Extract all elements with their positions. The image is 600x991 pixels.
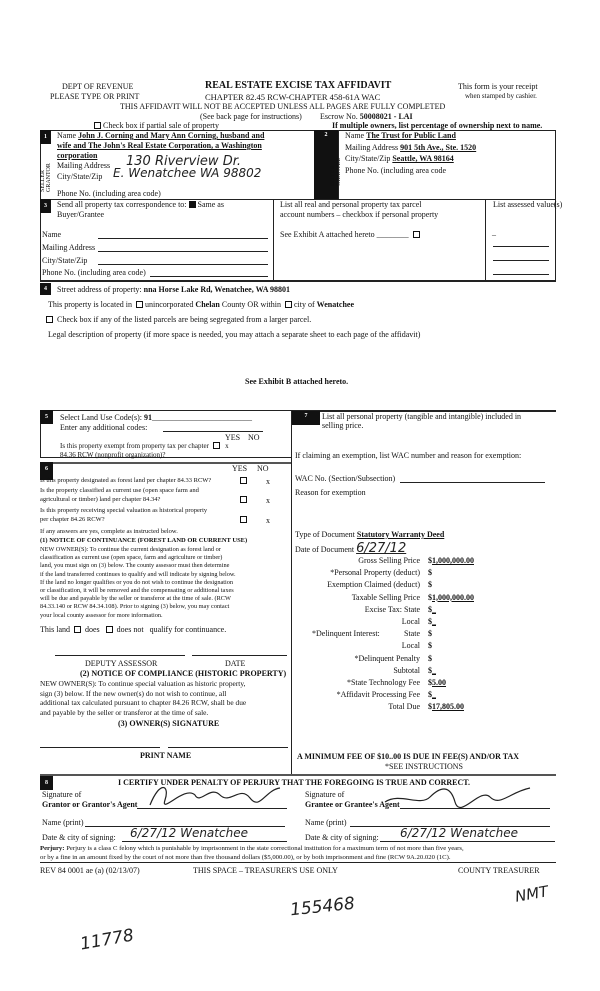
divider (273, 199, 274, 281)
notice-line: additional tax calculated pursuant to chapter 84.26 RCW, shall be due (40, 698, 247, 707)
deputy-assessor-field[interactable] (55, 655, 185, 656)
land-use: Select Land Use Code(s): 91_________________________ (60, 413, 252, 422)
this-land-label: This land (40, 625, 70, 634)
fee-value[interactable] (428, 654, 497, 663)
print-name-label: PRINT NAME (140, 751, 192, 760)
buyer-side-label: BUYER GRANTEE (330, 158, 342, 186)
exempt-q1: Is this property exempt from property tax per chapter (60, 442, 209, 450)
seller-side-label: SELLER GRANTOR (40, 163, 52, 192)
treasurer-space: THIS SPACE – TREASURER'S USE ONLY (193, 866, 338, 875)
corr-city-field[interactable] (98, 264, 268, 265)
fee-label: Local (401, 641, 420, 651)
doc-date-value: 6/27/12 (356, 541, 407, 556)
section-6-label: 6 (40, 462, 53, 480)
assessed-label: List assessed value(s) (493, 200, 563, 209)
buyer-box (314, 130, 556, 200)
legal-description-label: Legal description of property (if more space is needed, you may attach a separate sheet to each page of the affidavit) (48, 330, 421, 339)
see-instructions: *SEE INSTRUCTIONS (385, 762, 464, 771)
yes-header: YES (225, 433, 241, 442)
city-label: City/State/Zip (345, 154, 391, 163)
notice-line: If the land no longer qualifies or you do not wish to continue the designation (40, 578, 234, 586)
current-use-yes-checkbox[interactable] (240, 496, 247, 503)
delinquent-interest-label: *Delinquent Interest: (312, 629, 380, 639)
exhibit-b: See Exhibit B attached hereto. (245, 377, 349, 386)
seller-name (57, 131, 264, 140)
perjury-note-1 (40, 845, 464, 852)
date-field[interactable] (192, 655, 287, 656)
partial-sale-checkbox[interactable] (94, 122, 101, 129)
dollar-sign: $ (428, 604, 432, 614)
fee-label: State (404, 629, 420, 639)
divider (338, 130, 339, 200)
seller-name-value: John J. Corning and Mary Ann Corning, husband and (78, 131, 265, 140)
seller-phone-label: Phone No. (including area code) (57, 189, 161, 198)
name-label: Name (57, 131, 77, 140)
grantee-date-field[interactable] (380, 841, 555, 842)
handwritten-number: 155468 (289, 893, 356, 921)
assessed-field[interactable] (493, 260, 549, 261)
segregated-checkbox[interactable] (46, 316, 53, 323)
column-divider (291, 410, 292, 775)
grantor-signature (140, 780, 285, 810)
buyer-city (345, 154, 454, 163)
notice-line: classification as current use (open space, farm and agriculture or timber) (40, 554, 223, 562)
does-label: does (85, 625, 100, 634)
dollar-sign: $ (428, 702, 432, 712)
notice-line: if the land transferred continues to qualify and will indicate by signing below. (40, 570, 236, 578)
partial-sale-label: Check box if partial sale of property (103, 121, 219, 130)
deputy-assessor-label: DEPUTY ASSESSOR (85, 659, 158, 668)
fee-value[interactable] (428, 580, 497, 589)
dollar-sign: $ (428, 653, 432, 663)
exemption-label: If claiming an exemption, list WAC number and reason for exemption: (295, 451, 522, 460)
grantor-name-print-label: Name (print) (42, 818, 84, 827)
fee-label: *Personal Property (deduct) (330, 568, 420, 578)
forest-no-answer: x (266, 477, 270, 486)
notice-line: 84.33.140 or RCW 84.34.108). Prior to signing (3) below, you may contact (40, 603, 230, 611)
send-label: Send all property tax correspondence to: (57, 200, 187, 209)
additional-codes-field[interactable] (163, 431, 263, 432)
buyer-name-value: The Trust for Public Land (366, 131, 456, 140)
doc-type (295, 530, 444, 539)
certify-statement: I CERTIFY UNDER PENALTY OF PERJURY THAT THE FOREGOING IS TRUE AND CORRECT. (118, 778, 471, 787)
exempt-yes-checkbox[interactable] (213, 442, 220, 449)
forest-yes-checkbox[interactable] (240, 477, 247, 484)
street-label: Street address of property: (57, 285, 142, 294)
multiple-owners-note: If multiple owners, list percentage of ownership next to name. (332, 121, 543, 130)
wac-label: WAC No. (Section/Subsection) (295, 474, 396, 483)
dollar-sign: $ (428, 690, 432, 700)
corr-mail-field[interactable] (98, 251, 268, 252)
print-name-field[interactable] (168, 747, 288, 748)
fee-value[interactable] (428, 556, 474, 565)
seller-name-3: corporation (57, 151, 98, 160)
see-back: (See back page for instructions) (200, 112, 302, 121)
fee-label: Local (401, 617, 420, 626)
city-of-label: city of (294, 300, 315, 309)
segregated-line (44, 315, 311, 324)
fee-label: Exemption Claimed (deduct) (327, 580, 420, 590)
exhibit-a-label: See Exhibit A attached hereto (280, 230, 375, 239)
city-value: Wenatchee (316, 300, 354, 309)
form-revision: REV 84 0001 ae (a) (02/13/07) (40, 866, 140, 875)
unincorporated-label: unincorporated (144, 300, 194, 309)
fee-value[interactable] (428, 666, 436, 675)
location-line (48, 300, 354, 309)
seller-mail-value: 130 Riverview Dr. (126, 154, 241, 169)
corr-phone-field[interactable] (150, 276, 268, 277)
fee-label: Subtotal (393, 665, 420, 675)
seller-city-label: City/State/Zip (57, 172, 103, 181)
form-title: REAL ESTATE EXCISE TAX AFFIDAVIT (205, 80, 392, 91)
date-label: DATE (225, 659, 246, 668)
current-use-no-answer: x (266, 496, 270, 505)
owner-signature-title: (3) OWNER(S) SIGNATURE (118, 719, 220, 728)
land-use-value: 91 (143, 413, 152, 422)
buyer-phone-label: Phone No. (including area code (345, 166, 447, 175)
historic-q2: per chapter 84.26 RCW? (40, 516, 105, 523)
street-value: nna Horse Lake Rd, Wenatchee, WA 98801 (143, 285, 291, 294)
dollar-sign: $ (428, 580, 432, 590)
section-3-label: 3 (40, 199, 51, 213)
section-2-label: 2 (314, 130, 338, 200)
forest-question: Is this property designated as forest land per chapter 84.33 RCW? (40, 477, 212, 484)
mail-label: Mailing Address (345, 143, 399, 152)
no-header: NO (257, 464, 269, 473)
exhibit-a: See Exhibit A attached hereto ________ (280, 230, 422, 239)
grantor-date-value: 6/27/12 Wenatchee (130, 826, 248, 840)
parcel-line-2: account numbers – checkbox if personal property (280, 210, 439, 219)
exempt-q2: 84.36 RCW (nonprofit organization)? (60, 451, 166, 459)
segregated-label: Check box if any of the listed parcels are being segregated from a larger parcel. (57, 315, 312, 324)
escrow-label: Escrow No. (320, 112, 358, 121)
fee-label: Taxable Selling Price (351, 592, 420, 602)
historic-yes-checkbox[interactable] (240, 516, 247, 523)
if-yes-note: If any answers are yes, complete as instructed below. (40, 528, 178, 535)
dollar-sign: $ (428, 592, 432, 602)
fee-label: Excise Tax: State (364, 604, 420, 614)
grantor-sig-label-2: Grantor or Grantor's Agent (42, 800, 138, 809)
fee-value[interactable] (428, 568, 497, 577)
type-print-label: PLEASE TYPE OR PRINT (50, 92, 140, 101)
receipt-note-2: when stamped by cashier. (465, 92, 537, 100)
dollar-sign: $ (428, 678, 432, 687)
warning: THIS AFFIDAVIT WILL NOT BE ACCEPTED UNLESS ALL PAGES ARE FULLY COMPLETED (120, 102, 446, 111)
county-value: Chelan (195, 300, 220, 309)
fee-value[interactable] (428, 605, 436, 614)
dollar-sign: $ (428, 568, 432, 578)
section-8-label: 8 (40, 776, 53, 790)
doc-date-label: Date of Document (295, 545, 355, 554)
corr-name-field[interactable] (98, 238, 268, 239)
dept-label: DEPT OF REVENUE (62, 82, 134, 91)
fee-label: Total Due (388, 702, 420, 712)
buyer-city-value: Seattle, WA 98164 (392, 154, 454, 163)
seller-mail-label: Mailing Address (57, 161, 111, 170)
owner-signature-field[interactable] (40, 747, 160, 748)
parcel-line-1: List all real and personal property tax parcel (280, 200, 422, 209)
grantor-date-label: Date & city of signing: (42, 833, 116, 842)
does-not-label: does not (116, 625, 144, 634)
grantee-signature (380, 782, 550, 810)
dollar-sign: $ (428, 629, 432, 639)
current-use-q2: agricultural or timber) land per chapter 84.34? (40, 496, 161, 503)
personal-property-checkbox[interactable] (413, 231, 420, 238)
corr-city-label: City/State/Zip (42, 256, 88, 265)
dollar-sign: $ (428, 641, 432, 651)
located-in-label: This property is located in (48, 300, 132, 309)
fee-value[interactable] (428, 593, 474, 602)
grantee-name-print-label: Name (print) (305, 818, 347, 827)
fee-label: Gross Selling Price (358, 556, 420, 565)
fee-amount: 1,000,000.00 (432, 592, 474, 602)
divider (40, 774, 556, 776)
doc-type-value: Statutory Warranty Deed (356, 530, 445, 539)
send-correspondence (57, 200, 224, 209)
fee-value[interactable] (428, 702, 464, 711)
county-treasurer: COUNTY TREASURER (458, 866, 540, 875)
buyer-mail-value: 901 5th Ave., Ste. 1520 (400, 143, 477, 152)
land-use-label: Select Land Use Code(s): (60, 413, 142, 422)
section-5-label: 5 (40, 410, 53, 424)
assessed-field[interactable] (493, 274, 549, 275)
dollar-sign: $ (428, 556, 432, 565)
fee-value[interactable] (428, 629, 497, 638)
section-4-label: 4 (40, 283, 51, 295)
grantor-sig-label-1: Signature of (42, 790, 82, 799)
does-checkbox[interactable] (74, 626, 81, 633)
reason-label: Reason for exemption (295, 488, 366, 497)
notice-line: will be due and payable by the seller or transferor at the time of sale. (RCW (40, 595, 231, 603)
notice-continuance-title: (1) NOTICE OF CONTINUANCE (FOREST LAND OR CURRENT USE) (40, 537, 248, 544)
escrow (320, 112, 413, 121)
grantor-date-field[interactable] (122, 841, 287, 842)
fee-amount: _ (432, 604, 436, 614)
receipt-note-1: This form is your receipt (458, 82, 538, 91)
fee-value[interactable] (428, 690, 436, 699)
notice-line: sign (3) below. If the new owner(s) do not wish to continue, all (40, 688, 227, 698)
dollar-sign: $ (428, 665, 432, 675)
handwritten-number: 11778 (78, 925, 136, 955)
divider (40, 462, 292, 464)
county-or-label: County OR within (221, 300, 281, 309)
doc-date (295, 541, 406, 556)
partial-sale (92, 121, 219, 130)
fee-amount: _ (432, 690, 436, 700)
personal-property-l1: List all personal property (tangible and intangible) included in (322, 412, 522, 421)
fee-amount: _ (432, 665, 436, 675)
assessed-value: _ (492, 228, 496, 237)
section-7-label: 7 (292, 411, 320, 425)
notice-line: or classification, it will be removed and the compensating or additional taxes (40, 587, 234, 595)
historic-no-answer: x (266, 516, 270, 525)
handwritten-initials: NMT (513, 882, 550, 906)
additional-codes-label: Enter any additional codes: (60, 423, 148, 432)
street-address (57, 285, 290, 294)
name-label: Name (345, 131, 365, 140)
fee-label: *Delinquent Penalty (354, 653, 420, 663)
fee-amount: 17,805.00 (432, 702, 464, 712)
divider (40, 862, 556, 863)
grantee-date-label: Date & city of signing: (305, 833, 379, 842)
does-not-checkbox[interactable] (106, 626, 113, 633)
notice-line: NEW OWNER(S): To continue the current designation as forest land or (40, 546, 221, 553)
corr-phone-label: Phone No. (including area code) (42, 268, 146, 277)
form-chapter: CHAPTER 82.45 RCW-CHAPTER 458-61A WAC (205, 92, 381, 102)
city-checkbox[interactable] (285, 301, 292, 308)
perjury-note-2: or by a fine in an amount fixed by the court of not more than five thousand dollars ($5,000.00), or by both imprisonment and fine (RCW 9A.20.020 (1C). (40, 854, 451, 861)
fee-amount: 1,000,000.00 (432, 556, 474, 565)
grantee-sig-label-1: Signature of (305, 790, 345, 799)
grantee-sig-label-2: Grantee or Grantee's Agent (305, 800, 400, 809)
notice-continuance-text (40, 546, 236, 620)
personal-property-l2: selling price. (322, 421, 364, 430)
dollar-sign: $ (428, 617, 432, 626)
notice-compliance-text (40, 679, 246, 717)
corr-mail-label: Mailing Address (42, 243, 96, 252)
fee-amount: 5.00 (432, 678, 446, 687)
fee-label: *State Technology Fee (346, 678, 420, 687)
notice-line: and payable by the seller or transferor at the time of sale. (40, 707, 209, 717)
seller-name-2: wife and The John's Real Estate Corporation, a Washington (57, 141, 262, 150)
buyer-grantee-label: Buyer/Grantee (57, 210, 105, 219)
yes-header: YES (232, 464, 248, 473)
escrow-number: 50008021 - LAI (359, 112, 413, 121)
assessed-field[interactable] (493, 246, 549, 247)
minimum-fee: A MINIMUM FEE OF $10..00 IS DUE IN FEE(S) AND/OR TAX (297, 752, 520, 761)
notice-line: land, you must sign on (3) below. The county assessor must then determine (40, 562, 230, 570)
fee-value[interactable] (428, 617, 436, 626)
seller-city-value: E. Wenatchee WA 98802 (113, 166, 262, 180)
doc-type-label: Type of Document (295, 530, 355, 539)
notice-line: your local county assessor for more information. (40, 611, 163, 619)
notice-compliance-title: (2) NOTICE OF COMPLIANCE (HISTORIC PROPERTY) (80, 669, 287, 678)
current-use-q1: Is the property classified as current use (open space farm and (40, 487, 199, 494)
divider (485, 199, 486, 281)
exempt-question (60, 442, 229, 450)
fee-label: *Affidavit Processing Fee (336, 690, 420, 700)
corr-name-label: Name (42, 230, 62, 239)
fee-value[interactable] (428, 641, 497, 650)
buyer-name (345, 131, 456, 140)
same-as-label: Same as (197, 200, 224, 209)
unincorporated-checkbox[interactable] (136, 301, 143, 308)
same-as-checkbox[interactable] (189, 201, 196, 208)
perjury-text-1: Perjury is a class C felony which is punishable by imprisonment in the state correctional institution for a maximum term of not more than five years, (66, 845, 464, 852)
section-1-label: 1 (40, 130, 51, 144)
buyer-mail (345, 143, 476, 152)
qualify-label: qualify for continuance. (149, 625, 227, 634)
historic-q1: Is this property receiving special valuation as historical property (40, 507, 208, 514)
notice-line: NEW OWNER(S): To continue special valuation as historic property, (40, 679, 246, 688)
fee-value[interactable] (428, 678, 446, 687)
no-header: NO (248, 433, 260, 442)
continuance-line (40, 625, 226, 634)
grantee-date-value: 6/27/12 Wenatchee (400, 826, 518, 840)
additional-codes (60, 423, 147, 432)
exempt-no-answer: x (225, 442, 229, 450)
wac-field[interactable] (400, 482, 545, 483)
fee-amount: _ (432, 617, 436, 626)
perjury-label: Perjury: (40, 845, 65, 852)
